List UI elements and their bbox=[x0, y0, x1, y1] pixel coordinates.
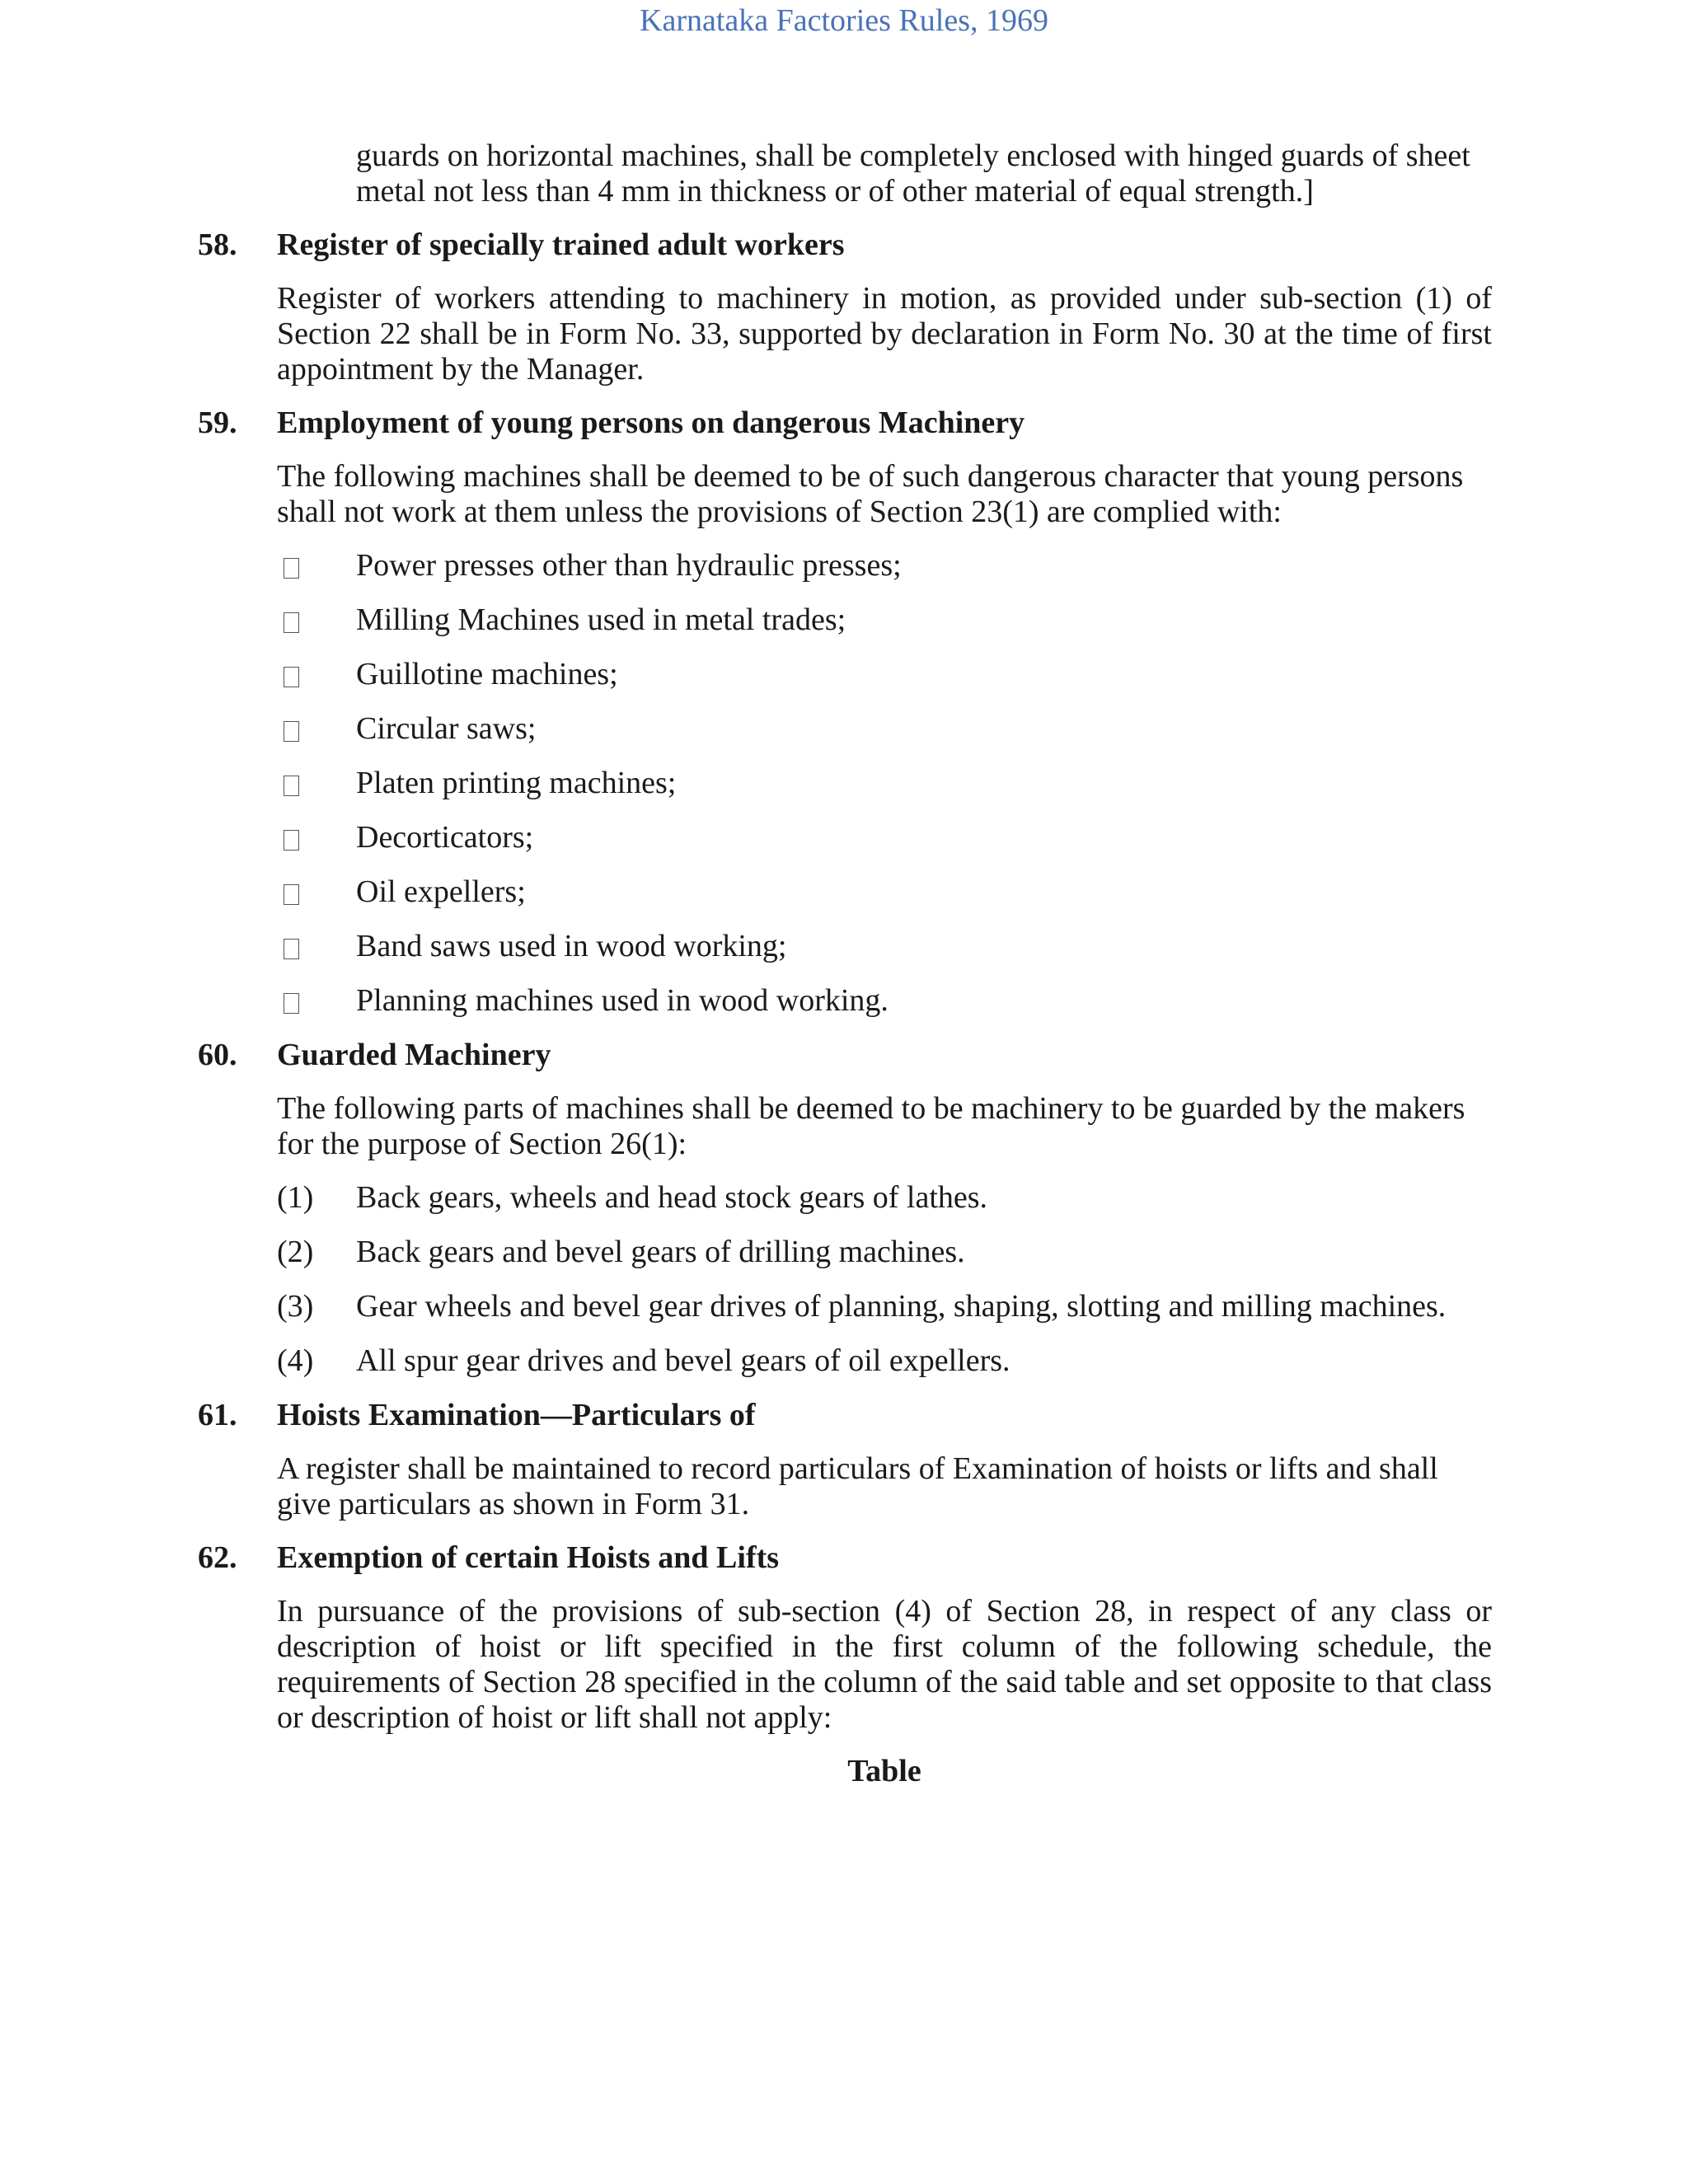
checkbox-glyph-icon bbox=[284, 993, 299, 1014]
section-number: 61. bbox=[198, 1398, 237, 1432]
list-item-text: Decorticators; bbox=[356, 820, 534, 855]
list-item bbox=[277, 548, 1492, 583]
section-61-body: A register shall be maintained to record particulars of Examination of hoists or lifts and shall give particulars as shown in Form 31. bbox=[277, 1451, 1438, 1521]
section-title: Exemption of certain Hoists and Lifts bbox=[277, 1540, 780, 1575]
list-item bbox=[277, 1180, 1492, 1216]
list-item bbox=[277, 983, 1492, 1019]
list-item-text: Planning machines used in wood working. bbox=[356, 983, 889, 1018]
section-number: 58. bbox=[198, 227, 237, 262]
list-item bbox=[277, 1343, 1492, 1379]
list-item-text: Back gears and bevel gears of drilling machines. bbox=[356, 1235, 965, 1269]
list-item-text: Guillotine machines; bbox=[356, 657, 618, 691]
checkbox-glyph-icon bbox=[284, 776, 299, 796]
section-title: Guarded Machinery bbox=[277, 1038, 551, 1072]
list-item-text: Circular saws; bbox=[356, 711, 537, 746]
section-title: Register of specially trained adult workers bbox=[277, 227, 845, 262]
section-59-body: The following machines shall be deemed to be of such dangerous character that young persons shall not work at them unless the provisions of Section 23(1) are complied with: bbox=[277, 459, 1464, 529]
list-item-text: Platen printing machines; bbox=[356, 766, 677, 800]
page-header: Karnataka Factories Rules, 1969 bbox=[640, 3, 1048, 38]
list-item bbox=[277, 657, 1492, 692]
checkbox-glyph-icon bbox=[284, 721, 299, 742]
checkbox-glyph-icon bbox=[284, 939, 299, 959]
list-marker: (4) bbox=[277, 1343, 314, 1378]
checkbox-glyph-icon bbox=[284, 667, 299, 687]
document-body bbox=[198, 138, 1492, 1789]
section-61-heading bbox=[198, 1398, 1492, 1433]
list-item-text: Gear wheels and bevel gear drives of planning, shaping, slotting and milling machines. bbox=[356, 1289, 1447, 1324]
section-number: 59. bbox=[198, 405, 237, 440]
list-marker: (3) bbox=[277, 1289, 314, 1324]
list-item bbox=[277, 766, 1492, 801]
list-item bbox=[277, 711, 1492, 747]
checkbox-glyph-icon bbox=[284, 884, 299, 905]
list-item-text: All spur gear drives and bevel gears of oil expellers. bbox=[356, 1343, 1010, 1378]
checkbox-glyph-icon bbox=[284, 612, 299, 633]
list-marker: (2) bbox=[277, 1235, 314, 1269]
section-number: 60. bbox=[198, 1038, 237, 1072]
section-60-body: The following parts of machines shall be deemed to be machinery to be guarded by the makers for the purpose of Section 26(1): bbox=[277, 1091, 1465, 1161]
section-62-heading bbox=[198, 1540, 1492, 1576]
section-62-body: In pursuance of the provisions of sub-section (4) of Section 28, in respect of any class or description of hoist or lift specified in the first column of the following schedule, the requirements of Section 28 specified in the column of the said table and set opposite to that class or description of hoist or lift shall not apply: bbox=[277, 1594, 1492, 1735]
list-item-text: Milling Machines used in metal trades; bbox=[356, 602, 846, 637]
list-item-text: Oil expellers; bbox=[356, 874, 526, 909]
section-title: Employment of young persons on dangerous Machinery bbox=[277, 405, 1025, 440]
checkbox-glyph-icon bbox=[284, 558, 299, 579]
list-item bbox=[277, 929, 1492, 964]
section-title: Hoists Examination—Particulars of bbox=[277, 1398, 756, 1432]
list-item-text: Band saws used in wood working; bbox=[356, 929, 787, 963]
section-number: 62. bbox=[198, 1540, 237, 1575]
section-58-heading bbox=[198, 227, 1492, 263]
list-item-text: Power presses other than hydraulic presses; bbox=[356, 548, 902, 583]
list-item-text: Back gears, wheels and head stock gears of lathes. bbox=[356, 1180, 988, 1215]
list-item bbox=[277, 1289, 1492, 1324]
list-marker: (1) bbox=[277, 1180, 314, 1215]
section-58-body: Register of workers attending to machinery in motion, as provided under sub-section (1) of Section 22 shall be in Form No. 33, supported by declaration in Form No. 30 at the time of first appointment by the Manager. bbox=[277, 281, 1492, 387]
section-59-heading bbox=[198, 405, 1492, 441]
list-item bbox=[277, 874, 1492, 910]
checkbox-glyph-icon bbox=[284, 830, 299, 851]
list-item bbox=[277, 820, 1492, 855]
table-title: Table bbox=[847, 1754, 921, 1788]
list-item bbox=[277, 1235, 1492, 1270]
continuation-paragraph: guards on horizontal machines, shall be completely enclosed with hinged guards of sheet metal not less than 4 mm in thickness or of other material of equal strength.] bbox=[356, 138, 1470, 209]
section-60-heading bbox=[198, 1038, 1492, 1073]
list-item bbox=[277, 602, 1492, 638]
